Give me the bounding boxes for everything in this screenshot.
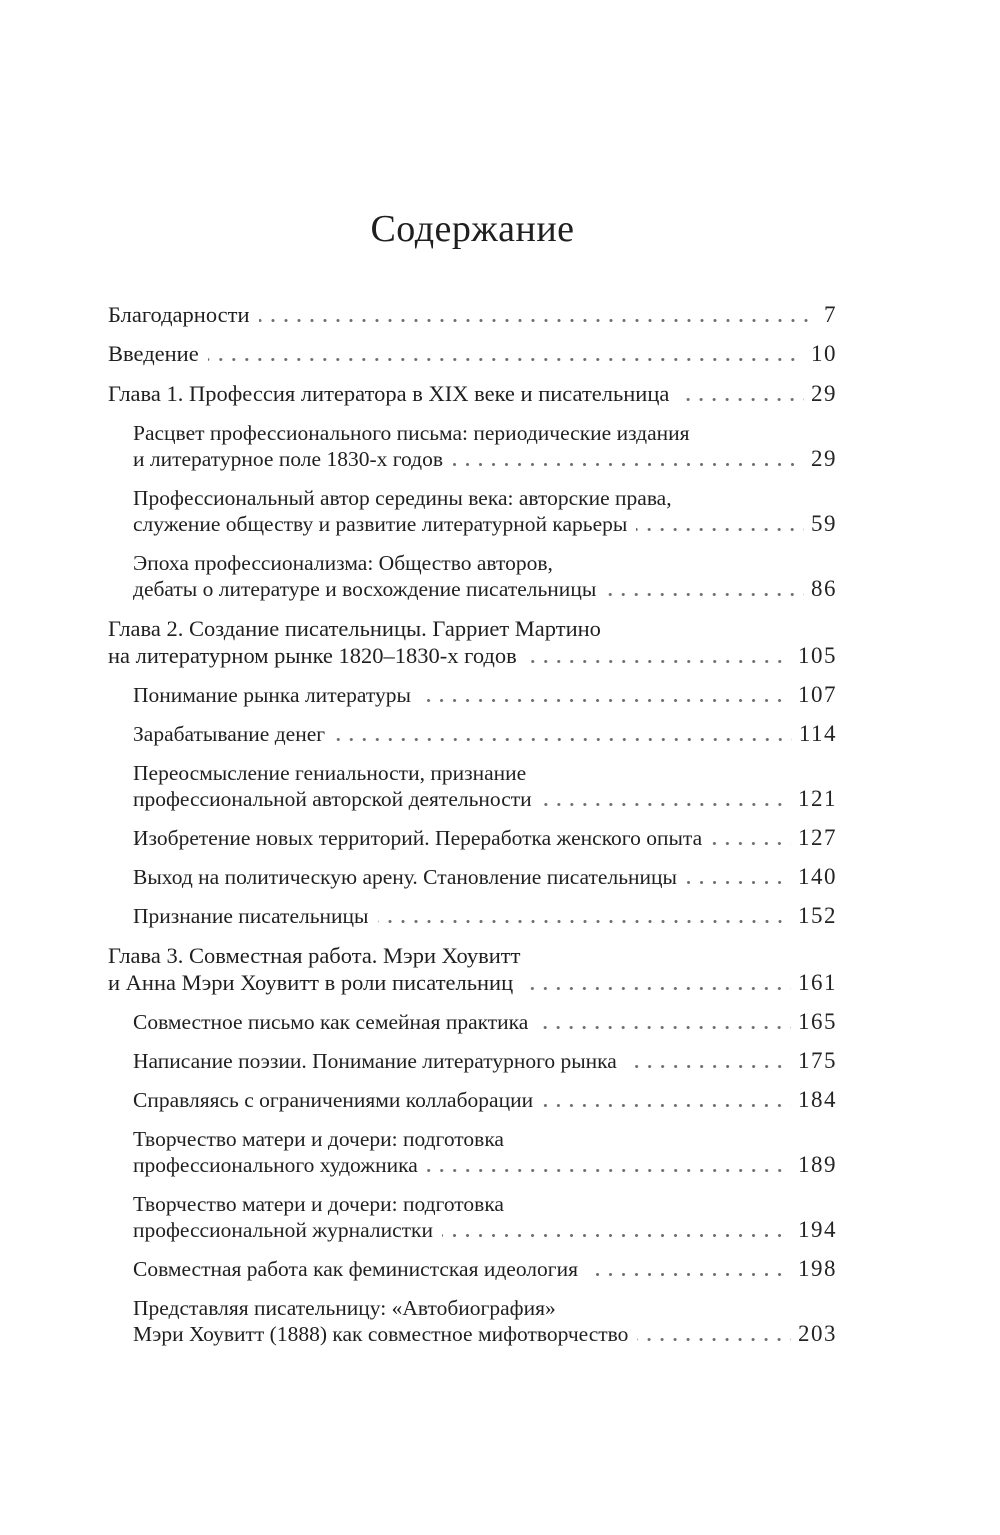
dot-leader [427,1169,791,1172]
toc-entry [108,942,837,996]
toc-entry-line: Профессиональный автор середины века: авторские права, [133,486,672,510]
dot-leader [452,463,804,466]
toc-entry [108,682,837,708]
toc-entry-lastline [133,721,837,747]
toc-entry-text: профессиональной журналистки [133,1218,433,1242]
page-title: Содержание [370,208,575,250]
page-number: 86 [811,576,837,601]
toc-entry [108,1048,837,1074]
toc-entry [108,864,837,890]
toc-entry-text: на литературном рынке 1820–1830-х годов [108,643,517,668]
page-number: 59 [811,511,837,536]
toc-entry-lastline [133,576,837,602]
toc-entry-text: Признание писательницы [133,904,369,928]
page-number: 194 [798,1217,837,1242]
toc-entry-text: дебаты о литературе и восхождение писательницы [133,577,597,601]
toc-entry-lastline [108,969,837,996]
toc-entry-lastline [133,682,837,708]
toc-entry-text: Совместное письмо как семейная практика [133,1010,529,1034]
toc-entry-text: и литературное поле 1830-х годов [133,447,443,471]
toc-entry-line: Переосмысление гениальности, признание [133,761,527,785]
toc-entry-lastline [108,642,837,669]
toc-entry-line: Эпоха профессионализма: Общество авторов, [133,551,553,575]
toc-entry-lastline [133,1217,837,1243]
page-number: 198 [798,1256,837,1281]
toc-entry-text: Написание поэзии. Понимание литературного рынка [133,1049,617,1073]
toc-entry [108,615,837,669]
toc-entry-line: Глава 3. Совместная работа. Мэри Хоувитт [108,943,521,968]
toc-entry [108,760,837,812]
toc-list [108,302,837,1347]
toc-entry-lastline [108,341,837,367]
toc-entry-lastline [133,1321,837,1347]
toc-entry [108,1295,837,1347]
toc-entry [108,903,837,929]
toc-entry-lastline [133,1009,837,1035]
dot-leader [334,738,792,741]
toc-entry-text: Справляясь с ограничениями коллаборации [133,1088,534,1112]
toc-entry [108,420,837,472]
toc-entry-lastline [108,302,837,328]
toc-entry-lastline [133,864,837,890]
page-number: 175 [798,1048,837,1073]
toc-entry-lastline [133,786,837,812]
toc-entry-text: Мэри Хоувитт (1888) как совместное мифотворчество [133,1322,629,1346]
page-number: 203 [798,1321,837,1346]
page-number: 184 [798,1087,837,1112]
toc-entry [108,380,837,407]
page-number: 29 [811,446,837,471]
dot-leader [636,528,804,531]
toc-entry [108,485,837,537]
toc-entry-text: служение обществу и развитие литературной карьеры [133,512,628,536]
dot-leader [208,358,804,361]
toc-entry-lastline [133,825,837,851]
toc-entry-lastline [133,1048,837,1074]
toc-entry [108,302,837,328]
toc-entry [108,825,837,851]
dot-leader [587,1273,791,1276]
toc-entry-text: профессиональной авторской деятельности [133,787,532,811]
toc-entry-lastline [108,380,837,407]
toc-entry-text: Совместная работа как феминистская идеология [133,1257,578,1281]
page-number: 7 [824,302,837,327]
page-number: 10 [811,341,837,366]
toc-entry [108,1087,837,1113]
page-number: 161 [798,970,837,995]
page-number: 121 [798,786,837,811]
toc-entry-text: Изобретение новых территорий. Переработка женского опыта [133,826,703,850]
toc-entry-text: Благодарности [108,302,250,327]
dot-leader [259,319,817,322]
toc-entry-text: Зарабатывание денег [133,722,326,746]
dot-leader [637,1338,791,1341]
toc-entry-text: Введение [108,341,199,366]
toc-entry-lastline [133,511,837,537]
page-number: 29 [811,381,837,406]
page-number: 107 [798,682,837,707]
toc-entry-lastline [133,1087,837,1113]
dot-leader [626,1065,791,1068]
dot-leader [378,920,792,923]
dot-leader [522,987,791,990]
toc-entry-line: Творчество матери и дочери: подготовка [133,1127,504,1151]
toc-entry-text: Глава 1. Профессия литератора в XIX веке и писательница [108,381,670,406]
toc-entry-line: Представляя писательницу: «Автобиография» [133,1296,556,1320]
toc-entry-lastline [133,446,837,472]
page-number: 127 [798,825,837,850]
page-number: 152 [798,903,837,928]
page-number: 105 [798,643,837,668]
toc-entry-text: Выход на политическую арену. Становление писательницы [133,865,677,889]
dot-leader [686,881,791,884]
dot-leader [420,699,791,702]
toc-entry [108,1126,837,1178]
toc-entry-text: профессионального художника [133,1153,418,1177]
toc-entry [108,1256,837,1282]
toc-entry [108,721,837,747]
dot-leader [678,398,804,401]
toc-entry [108,1009,837,1035]
toc-entry [108,550,837,602]
page-number: 140 [798,864,837,889]
toc-entry-line: Расцвет профессионального письма: периодические издания [133,421,690,445]
toc-entry-line: Творчество матери и дочери: подготовка [133,1192,504,1216]
dot-leader [542,1104,791,1107]
toc-entry-lastline [133,1256,837,1282]
dot-leader [442,1234,791,1237]
toc-entry [108,341,837,367]
dot-leader [711,842,791,845]
dot-leader [541,803,791,806]
toc-entry [108,1191,837,1243]
toc-entry-lastline [133,1152,837,1178]
page-number: 165 [798,1009,837,1034]
toc-entry-line: Глава 2. Создание писательницы. Гарриет Мартино [108,616,601,641]
page-number: 114 [798,721,837,746]
toc-entry-lastline [133,903,837,929]
dot-leader [537,1026,791,1029]
toc-entry-text: и Анна Мэри Хоувитт в роли писательниц [108,970,514,995]
dot-leader [526,660,791,663]
toc-entry-text: Понимание рынка литературы [133,683,411,707]
dot-leader [605,593,804,596]
page-number: 189 [798,1152,837,1177]
